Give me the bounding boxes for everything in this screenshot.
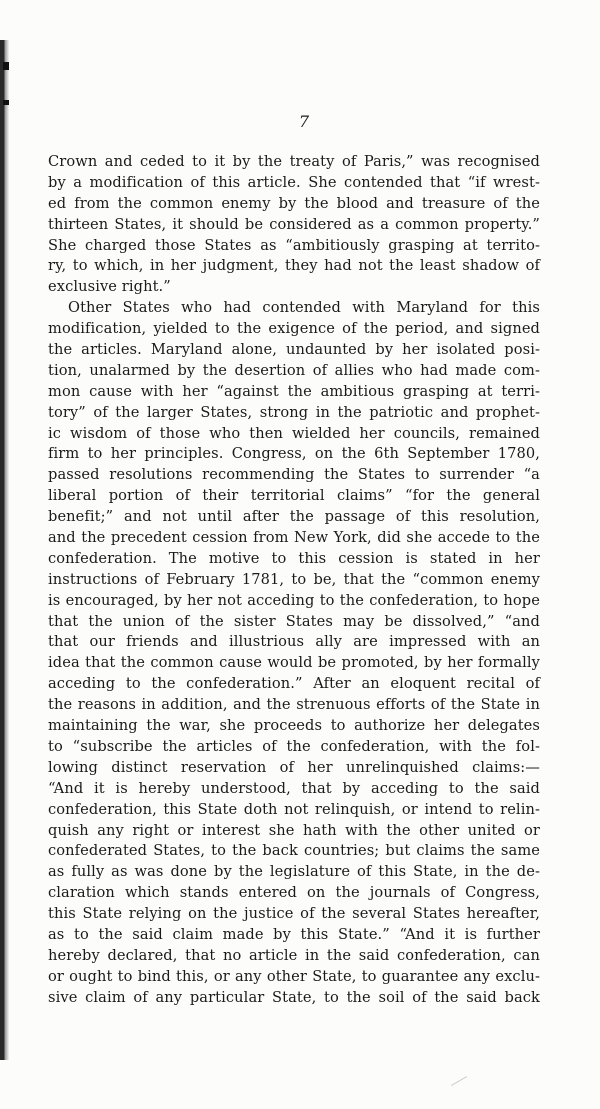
text-line: mon cause with her “against the ambitious grasping at terri- [48,382,540,400]
text-line: that our friends and illustrious ally are impressed with an [48,633,540,651]
text-line: exclusive right.” [48,278,171,296]
text-line: She charged those States as “ambitiously grasping at territo- [48,236,540,254]
binding-mark [3,100,9,105]
text-line: “And it is hereby understood, that by acceding to the said [48,779,540,797]
text-line: ry, to which, in her judgment, they had not the least shadow of [48,257,540,275]
text-line: maintaining the war, she proceeds to authorize her delegates [48,717,540,735]
text-line: ed from the common enemy by the blood and treasure of the [48,194,540,212]
text-line: Crown and ceded to it by the treaty of Paris,” was recognised [48,153,540,170]
text-line: the articles. Maryland alone, undaunted by her isolated posi- [48,341,540,359]
text-line: passed resolutions recommending the States to surrender “a [48,466,540,484]
text-line: tion, unalarmed by the desertion of allies who had made com- [48,361,540,379]
text-line: that the union of the sister States may be dissolved,” “and [48,612,540,630]
text-line: confederation, this State doth not relinquish, or intend to relin- [48,800,540,818]
text-line: lowing distinct reservation of her unrelinquished claims:— [48,758,540,776]
text-line: or ought to bind this, or any other State, to guarantee any exclu- [48,967,540,985]
text-line: firm to her principles. Congress, on the 6th September 1780, [48,445,540,463]
text-line: by a modification of this article. She contended that “if wrest- [48,173,540,191]
paragraph-start-line: Other States who had contended with Maryland for this [68,299,540,317]
text-line: and the precedent cession from New York, did she accede to the [48,529,540,547]
text-line: confederated States, to the back countries; but claims the same [48,842,540,860]
text-line: hereby declared, that no article in the said confederation, can [48,946,540,964]
text-line: modification, yielded to the exigence of the period, and signed [48,320,540,338]
text-line: benefit;” and not until after the passage of this resolution, [48,508,540,526]
page-binding-edge [0,40,9,1060]
text-line: instructions of February 1781, to be, that the “common enemy [48,570,540,588]
scan-smudge [451,1076,471,1093]
text-line: acceding to the confederation.” After an eloquent recital of [48,675,540,693]
binding-mark [3,62,9,70]
text-line: idea that the common cause would be promoted, by her formally [48,654,540,672]
text-line: sive claim of any particular State, to the soil of the said back [48,988,540,1006]
text-line: as fully as was done by the legislature of this State, in the de- [48,863,540,881]
page-number: 7 [298,112,310,131]
text-line: quish any right or interest she hath with the other united or [48,821,540,839]
text-line: confederation. The motive to this cession is stated in her [48,549,540,567]
text-line: liberal portion of their territorial claims” “for the general [48,487,540,505]
text-line: claration which stands entered on the journals of Congress, [48,884,540,902]
body-text [48,152,540,1009]
text-line: ic wisdom of those who then wielded her councils, remained [48,424,540,442]
text-line: this State relying on the justice of the several States hereafter, [48,905,540,923]
text-line: to “subscribe the articles of the confederation, with the fol- [48,737,540,755]
text-line: is encouraged, by her not acceding to the confederation, to hope [48,591,540,609]
text-line: the reasons in addition, and the strenuous efforts of the State in [48,696,540,714]
text-line: tory” of the larger States, strong in the patriotic and prophet- [48,403,540,421]
text-line: as to the said claim made by this State.” “And it is further [48,925,540,943]
text-line: thirteen States, it should be considered as a common property.” [48,215,540,233]
